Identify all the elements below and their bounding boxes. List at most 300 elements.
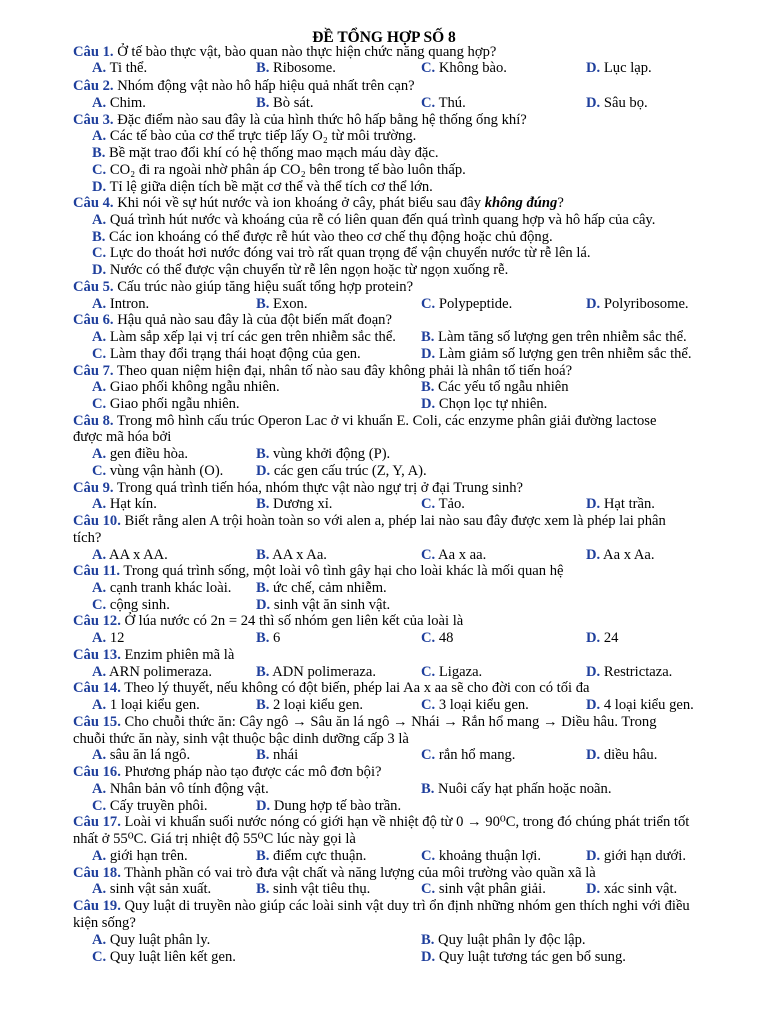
question-number: Câu 13. [73, 647, 121, 663]
answer-option [92, 329, 396, 346]
option-text: Tảo. [435, 496, 465, 512]
answer-option [92, 580, 231, 597]
option-text: ức chế, cảm nhiễm. [269, 580, 387, 596]
question-text-tail: ? [557, 195, 564, 211]
option-text: Quy luật liên kết gen. [106, 949, 236, 965]
option-label: C. [92, 463, 107, 479]
option-text: sinh vật ăn sinh vật. [270, 597, 391, 613]
answer-option [586, 747, 657, 764]
question-text: Ở tế bào thực vật, bào quan nào thực hiện chức năng quang hợp? [113, 44, 497, 60]
question-line [73, 44, 716, 61]
option-label: A. [92, 580, 107, 596]
option-label: D. [421, 346, 436, 362]
answer-option [421, 95, 466, 112]
option-label: A. [92, 747, 107, 763]
option-label: A. [92, 296, 107, 312]
answer-option [256, 446, 390, 463]
answer-option [92, 747, 190, 764]
option-label: A. [92, 848, 107, 864]
answer-line [92, 179, 716, 196]
option-text: gen điều hòa. [106, 446, 189, 462]
options-row [0, 848, 768, 865]
answer-option [92, 798, 208, 815]
answer-option [92, 95, 146, 112]
answer-option [586, 630, 618, 647]
question-number: Câu 5. [73, 279, 114, 295]
option-text: Ribosome. [269, 60, 336, 76]
option-text: giới hạn trên. [106, 848, 188, 864]
options-row [0, 597, 768, 614]
answer-option [421, 881, 546, 898]
options-row [0, 547, 768, 564]
answer-option [586, 848, 686, 865]
answer-option [92, 446, 188, 463]
answer-option [586, 881, 677, 898]
option-text: 2 loại kiểu gen. [269, 697, 364, 713]
option-label: B. [256, 697, 270, 713]
option-text: Thú. [435, 95, 466, 111]
answer-option [421, 781, 611, 798]
option-label: B. [92, 145, 106, 161]
option-label: D. [92, 262, 107, 278]
option-label: B. [256, 95, 270, 111]
option-text: điểm cực thuận. [269, 848, 367, 864]
option-label: D. [586, 630, 601, 646]
question-text: Theo quan niệm hiện đại, nhân tố nào sau đây không phải là nhân tố tiến hoá? [113, 363, 573, 379]
question-number: Câu 15. [73, 714, 121, 730]
answer-option [421, 630, 453, 647]
option-label: A. [92, 781, 107, 797]
option-text: AA x Aa. [269, 547, 327, 563]
options-row [0, 949, 768, 966]
question-number: Câu 17. [73, 814, 121, 830]
answer-line [92, 128, 716, 145]
option-text: Hạt kín. [106, 496, 157, 512]
question-line [73, 513, 716, 530]
option-text: Làm tăng số lượng gen trên nhiễm sắc thể. [434, 329, 687, 345]
question-line [73, 363, 716, 380]
option-text: Tỉ lệ giữa diện tích bề mặt cơ thể và thể tích cơ thể lớn. [106, 179, 433, 195]
option-label: A. [92, 881, 107, 897]
answer-line [92, 245, 716, 262]
answer-option [421, 346, 692, 363]
option-label: D. [586, 60, 601, 76]
option-label: C. [92, 396, 107, 412]
option-text: Bò sát. [269, 95, 314, 111]
option-text: cạnh tranh khác loài. [106, 580, 232, 596]
options-row [0, 60, 768, 77]
answer-option [256, 697, 363, 714]
option-text: Quy luật phân ly độc lập. [434, 932, 586, 948]
option-label: D. [586, 664, 601, 680]
options-row [0, 630, 768, 647]
option-label: B. [421, 379, 435, 395]
answer-option [92, 664, 212, 681]
question-text: Loài vi khuẩn suối nước nóng có giới hạn về nhiệt độ từ 0 → 90⁰C, trong đó chúng phát triển tốt [120, 814, 690, 830]
answer-option [421, 296, 512, 313]
option-label: A. [92, 95, 107, 111]
answer-option [421, 396, 547, 413]
option-text: giới hạn dưới. [600, 848, 686, 864]
question-line [73, 647, 716, 664]
option-text: 12 [106, 630, 125, 646]
question-text: Cấu trúc nào giúp tăng hiệu suất tổng hợp protein? [113, 279, 414, 295]
option-text: rắn hổ mang. [435, 747, 516, 763]
options-row [0, 932, 768, 949]
option-text: Chim. [106, 95, 146, 111]
question-continuation [73, 731, 716, 748]
answer-option [586, 547, 655, 564]
option-label: C. [421, 881, 436, 897]
answer-option [256, 664, 376, 681]
option-text: Lục lạp. [600, 60, 652, 76]
option-label: D. [586, 881, 601, 897]
option-text: 1 loại kiểu gen. [106, 697, 200, 713]
option-label: C. [421, 60, 436, 76]
option-text: Làm giảm số lượng gen trên nhiễm sắc thể. [435, 346, 692, 362]
question-text: Nhóm động vật nào hô hấp hiệu quả nhất trên cạn? [113, 78, 415, 94]
option-label: B. [256, 664, 270, 680]
option-label: A. [92, 496, 107, 512]
answer-line [92, 262, 716, 279]
option-text: vùng vận hành (O). [106, 463, 224, 479]
answer-option [586, 664, 672, 681]
option-label: B. [421, 781, 435, 797]
option-text: Chọn lọc tự nhiên. [435, 396, 548, 412]
answer-option [256, 463, 427, 480]
options-row [0, 798, 768, 815]
option-text: Lực do thoát hơi nước đóng vai trò rất quan trọng để vận chuyển nước từ rễ lên lá. [106, 245, 591, 261]
answer-option [256, 747, 298, 764]
option-text: Dương xỉ. [269, 496, 333, 512]
question-continuation [73, 915, 716, 932]
option-text: Aa x aa. [435, 547, 487, 563]
option-label: D. [586, 496, 601, 512]
options-row [0, 379, 768, 396]
option-text: 24 [600, 630, 619, 646]
answer-option [421, 329, 687, 346]
option-text: Quy luật phân ly. [106, 932, 211, 948]
question-number: Câu 4. [73, 195, 114, 211]
option-text: 4 loại kiểu gen. [600, 697, 694, 713]
option-label: D. [256, 463, 271, 479]
option-text: Quy luật tương tác gen bổ sung. [435, 949, 626, 965]
question-text: Khi nói về sự hút nước và ion khoáng ở cây, phát biểu sau đây [113, 195, 485, 211]
answer-option [92, 932, 210, 949]
question-line [73, 480, 716, 497]
answer-option [421, 547, 486, 564]
question-number: Câu 2. [73, 78, 114, 94]
options-row [0, 95, 768, 112]
answer-option [92, 60, 147, 77]
option-label: A. [92, 932, 107, 948]
option-label: C. [421, 630, 436, 646]
option-label: C. [92, 245, 107, 261]
answer-option [256, 547, 327, 564]
option-label: C. [421, 296, 436, 312]
answer-option [421, 496, 465, 513]
option-label: D. [421, 396, 436, 412]
option-text: sâu ăn lá ngô. [106, 747, 191, 763]
option-label: A. [92, 697, 107, 713]
question-number: Câu 19. [73, 898, 121, 914]
answer-option [92, 496, 157, 513]
option-label: A. [92, 60, 107, 76]
answer-line [92, 162, 716, 179]
question-text: Cho chuỗi thức ăn: Cây ngô → Sâu ăn lá ngô → Nhái → Rắn hổ mang → Diều hâu. Trong [120, 714, 657, 730]
question-line [73, 898, 716, 915]
options-row [0, 296, 768, 313]
option-label: B. [256, 446, 270, 462]
option-label: C. [421, 747, 436, 763]
answer-option [421, 697, 529, 714]
question-text: Quy luật di truyền nào giúp các loài sinh vật duy trì ổn định những nhóm gen thích nghi với điều [120, 898, 690, 914]
answer-option [586, 496, 655, 513]
question-line [73, 563, 716, 580]
options-row [0, 396, 768, 413]
question-line [73, 814, 716, 831]
answer-option [256, 597, 390, 614]
question-number: Câu 7. [73, 363, 114, 379]
option-label: B. [256, 848, 270, 864]
continuation-text: chuỗi thức ăn này, sinh vật thuộc bậc dinh dưỡng cấp 3 là [73, 731, 409, 747]
option-label: A. [92, 212, 107, 228]
option-text: 3 loại kiểu gen. [435, 697, 529, 713]
exam-title: ĐỀ TỔNG HỢP SỐ 8 [312, 29, 456, 46]
answer-option [256, 798, 401, 815]
question-number: Câu 3. [73, 112, 114, 128]
question-number: Câu 1. [73, 44, 114, 60]
option-label: D. [256, 798, 271, 814]
option-label: B. [256, 296, 270, 312]
option-text: CO₂ đi ra ngoài nhờ phân áp CO₂ bên trong tế bào luôn thấp. [106, 162, 466, 178]
answer-option [92, 463, 223, 480]
question-line [73, 865, 716, 882]
option-label: D. [586, 747, 601, 763]
options-row [0, 664, 768, 681]
option-label: B. [256, 547, 270, 563]
question-text: Trong mô hình cấu trúc Operon Lac ở vi khuẩn E. Coli, các enzyme phân giải đường lactose [113, 413, 657, 429]
option-text: ARN polimeraza. [106, 664, 212, 680]
question-number: Câu 9. [73, 480, 114, 496]
option-text: Ligaza. [435, 664, 483, 680]
answer-option [92, 547, 168, 564]
option-text: Hạt trần. [600, 496, 655, 512]
question-line [73, 78, 716, 95]
answer-option [92, 697, 200, 714]
option-label: B. [256, 580, 270, 596]
option-text: các gen cấu trúc (Z, Y, A). [270, 463, 427, 479]
option-text: Dung hợp tế bào trần. [270, 798, 402, 814]
question-line [73, 312, 716, 329]
option-label: C. [92, 162, 107, 178]
option-label: C. [92, 597, 107, 613]
question-continuation [73, 429, 716, 446]
question-line [73, 613, 716, 630]
question-line [73, 279, 716, 296]
continuation-text: tích? [73, 530, 102, 546]
option-text: sinh vật sản xuất. [106, 881, 212, 897]
option-text: Làm thay đổi trạng thái hoạt động của gen. [106, 346, 361, 362]
emphasis-text: không đúng [484, 195, 558, 211]
option-label: B. [256, 496, 270, 512]
answer-option [421, 848, 541, 865]
option-label: C. [421, 697, 436, 713]
option-text: sinh vật tiêu thụ. [269, 881, 371, 897]
option-label: A. [92, 128, 107, 144]
question-text: Biết rằng alen A trội hoàn toàn so với alen a, phép lai nào sau đây được xem là phép lai phân [120, 513, 666, 529]
option-label: C. [92, 346, 107, 362]
option-label: A. [92, 547, 107, 563]
option-label: B. [256, 747, 270, 763]
question-number: Câu 18. [73, 865, 121, 881]
option-text: diều hâu. [600, 747, 658, 763]
answer-option [421, 60, 507, 77]
option-label: C. [421, 547, 436, 563]
option-text: Cấy truyền phôi. [106, 798, 208, 814]
options-row [0, 446, 768, 463]
question-text: Enzim phiên mã là [120, 647, 235, 663]
option-text: vùng khởi động (P). [269, 446, 391, 462]
option-label: A. [92, 446, 107, 462]
option-text: 6 [269, 630, 281, 646]
option-text: Giao phối không ngẫu nhiên. [106, 379, 280, 395]
question-line [73, 112, 716, 129]
options-row [0, 881, 768, 898]
option-label: C. [421, 664, 436, 680]
option-label: D. [586, 95, 601, 111]
question-number: Câu 6. [73, 312, 114, 328]
answer-option [256, 630, 280, 647]
option-text: Nước có thể được vận chuyển từ rễ lên ngọn hoặc từ ngọn xuống rễ. [106, 262, 509, 278]
option-label: A. [92, 630, 107, 646]
answer-option [92, 597, 170, 614]
question-text: Trong quá trình sống, một loài vô tình gây hại cho loài khác là mối quan hệ [120, 563, 564, 579]
options-row [0, 747, 768, 764]
option-text: cộng sinh. [106, 597, 170, 613]
answer-line [92, 229, 716, 246]
option-text: Không bào. [435, 60, 507, 76]
option-text: Bề mặt trao đổi khí có hệ thống mao mạch máu dày đặc. [105, 145, 439, 161]
option-label: D. [586, 848, 601, 864]
answer-option [421, 379, 569, 396]
answer-option [92, 949, 236, 966]
question-number: Câu 10. [73, 513, 121, 529]
option-label: A. [92, 664, 107, 680]
question-line [73, 714, 716, 731]
option-label: B. [256, 881, 270, 897]
continuation-text: kiện sống? [73, 915, 136, 931]
question-text: Đặc điểm nào sau đây là của hình thức hô hấp bằng hệ thống ống khí? [113, 112, 527, 128]
option-label: C. [92, 949, 107, 965]
option-text: Giao phối ngẫu nhiên. [106, 396, 240, 412]
options-row [0, 781, 768, 798]
option-text: Restrictaza. [600, 664, 673, 680]
question-continuation [73, 530, 716, 547]
answer-option [256, 496, 332, 513]
option-text: Làm sắp xếp lại vị trí các gen trên nhiễm sắc thể. [106, 329, 396, 345]
option-text: xác sinh vật. [600, 881, 678, 897]
option-text: nhái [269, 747, 299, 763]
question-line [73, 413, 716, 430]
option-label: B. [421, 932, 435, 948]
answer-option [92, 781, 269, 798]
option-text: AA x AA. [106, 547, 168, 563]
option-text: sinh vật phân giải. [435, 881, 546, 897]
answer-option [421, 949, 626, 966]
options-row [0, 346, 768, 363]
question-number: Câu 14. [73, 680, 121, 696]
question-line [73, 680, 716, 697]
options-row [0, 697, 768, 714]
option-text: Các tế bào của cơ thể trực tiếp lấy O₂ từ môi trường. [106, 128, 417, 144]
option-label: B. [256, 60, 270, 76]
option-text: Ti thể. [106, 60, 148, 76]
answer-option [421, 747, 515, 764]
question-text: Theo lý thuyết, nếu không có đột biến, phép lai Aa x aa sẽ cho đời con có tối đa [120, 680, 590, 696]
option-label: B. [421, 329, 435, 345]
question-number: Câu 8. [73, 413, 114, 429]
answer-option [256, 580, 387, 597]
answer-option [92, 848, 188, 865]
option-label: B. [256, 630, 270, 646]
option-label: A. [92, 329, 107, 345]
answer-option [256, 95, 314, 112]
option-label: C. [421, 496, 436, 512]
question-text: Thành phần có vai trò đưa vật chất và năng lượng của môi trường vào quần xã là [120, 865, 596, 881]
option-text: Các ion khoáng có thể được rễ hút vào theo cơ chế thụ động hoặc chủ động. [105, 229, 553, 245]
options-row [0, 463, 768, 480]
option-text: Polyribosome. [600, 296, 689, 312]
question-text: Hậu quả nào sau đây là của đột biến mất đoạn? [113, 312, 392, 328]
option-text: ADN polimeraza. [269, 664, 376, 680]
option-label: D. [421, 949, 436, 965]
option-text: Aa x Aa. [600, 547, 655, 563]
answer-option [586, 95, 648, 112]
options-row [0, 580, 768, 597]
answer-option [256, 881, 370, 898]
question-text: Trong quá trình tiến hóa, nhóm thực vật nào ngự trị ở đại Trung sinh? [113, 480, 523, 496]
options-row [0, 329, 768, 346]
answer-option [92, 396, 240, 413]
option-text: Polypeptide. [435, 296, 513, 312]
answer-option [586, 60, 652, 77]
answer-option [256, 296, 308, 313]
option-label: C. [421, 848, 436, 864]
answer-option [256, 60, 336, 77]
answer-line [92, 212, 716, 229]
answer-option [421, 664, 482, 681]
continuation-text: được mã hóa bởi [73, 429, 172, 445]
answer-option [92, 379, 280, 396]
answer-option [586, 697, 694, 714]
option-label: D. [586, 547, 601, 563]
answer-option [586, 296, 689, 313]
option-text: khoảng thuận lợi. [435, 848, 542, 864]
option-text: Nuôi cấy hạt phấn hoặc noãn. [434, 781, 612, 797]
option-label: C. [421, 95, 436, 111]
option-label: D. [586, 697, 601, 713]
option-text: Intron. [106, 296, 150, 312]
answer-option [421, 932, 586, 949]
answer-option [92, 296, 149, 313]
option-text: 48 [435, 630, 454, 646]
option-label: A. [92, 379, 107, 395]
question-line [73, 195, 716, 212]
answer-option [92, 881, 211, 898]
option-label: D. [256, 597, 271, 613]
answer-option [92, 346, 361, 363]
